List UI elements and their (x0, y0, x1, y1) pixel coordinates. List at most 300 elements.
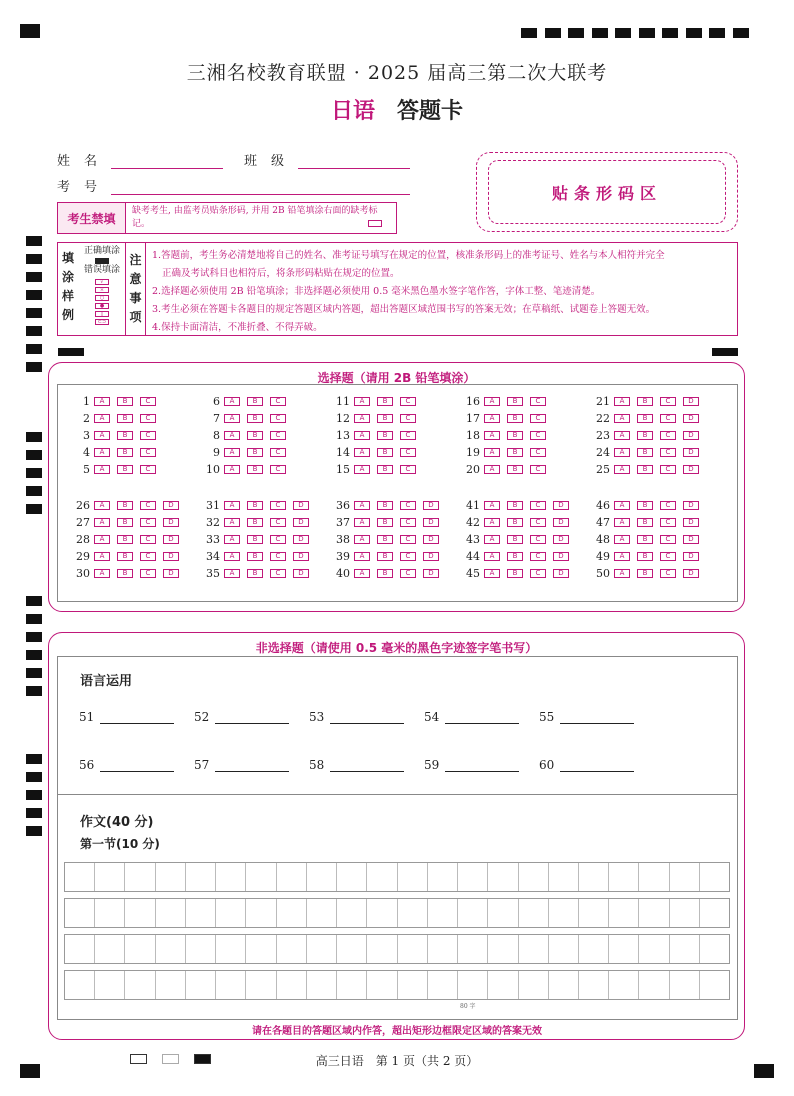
class-field[interactable] (244, 150, 410, 169)
blank-line[interactable] (100, 712, 174, 724)
answer-bubble[interactable]: B (247, 552, 263, 561)
grid-cell[interactable] (186, 935, 216, 963)
grid-cell[interactable] (186, 899, 216, 927)
answer-bubble[interactable]: A (354, 431, 370, 440)
answer-bubble[interactable]: C (270, 465, 286, 474)
answer-bubble[interactable]: A (614, 431, 630, 440)
answer-bubble[interactable]: A (354, 535, 370, 544)
answer-bubble[interactable]: C (660, 431, 676, 440)
answer-bubble[interactable]: B (637, 448, 653, 457)
answer-bubble[interactable]: C (140, 465, 156, 474)
question-row (200, 428, 293, 442)
answer-bubble[interactable]: B (637, 518, 653, 527)
answer-bubble[interactable]: D (683, 569, 699, 578)
answer-bubble[interactable]: A (484, 518, 500, 527)
grid-cell[interactable] (246, 971, 276, 999)
answer-bubble[interactable]: B (507, 414, 523, 423)
answer-bubble[interactable]: C (400, 569, 416, 578)
grid-cell[interactable] (700, 935, 729, 963)
grid-cell[interactable] (95, 863, 125, 891)
grid-cell[interactable] (609, 863, 639, 891)
answer-bubble[interactable]: A (354, 501, 370, 510)
answer-bubble[interactable]: D (683, 501, 699, 510)
grid-cell[interactable] (428, 971, 458, 999)
answer-bubble[interactable]: C (660, 569, 676, 578)
answer-bubble[interactable]: A (354, 465, 370, 474)
answer-bubble[interactable]: C (400, 431, 416, 440)
answer-bubble[interactable]: B (637, 535, 653, 544)
grid-cell[interactable] (277, 899, 307, 927)
answer-bubble[interactable]: B (247, 414, 263, 423)
answer-bubble[interactable]: D (293, 569, 309, 578)
grid-cell[interactable] (65, 971, 95, 999)
grid-cell[interactable] (609, 899, 639, 927)
grid-cell[interactable] (277, 971, 307, 999)
grid-row[interactable] (64, 898, 730, 928)
answer-bubble[interactable]: C (140, 552, 156, 561)
answer-bubble[interactable]: B (117, 552, 133, 561)
grid-cell[interactable] (488, 863, 518, 891)
grid-cell[interactable] (186, 971, 216, 999)
answer-bubble[interactable]: B (637, 465, 653, 474)
grid-cell[interactable] (156, 899, 186, 927)
answer-bubble[interactable]: C (400, 535, 416, 544)
grid-cell[interactable] (428, 863, 458, 891)
answer-bubble[interactable]: D (293, 535, 309, 544)
exam-number-field[interactable] (57, 176, 410, 195)
answer-bubble[interactable]: B (507, 518, 523, 527)
grid-cell[interactable] (65, 899, 95, 927)
answer-bubble[interactable]: A (354, 552, 370, 561)
answer-bubble[interactable]: D (553, 535, 569, 544)
grid-cell[interactable] (670, 971, 700, 999)
answer-bubble[interactable]: B (117, 397, 133, 406)
answer-bubble[interactable]: D (683, 448, 699, 457)
grid-cell[interactable] (639, 899, 669, 927)
answer-bubble[interactable]: D (423, 552, 439, 561)
answer-bubble[interactable]: A (614, 552, 630, 561)
grid-cell[interactable] (246, 899, 276, 927)
grid-cell[interactable] (488, 899, 518, 927)
answer-bubble[interactable]: D (423, 518, 439, 527)
grid-cell[interactable] (609, 971, 639, 999)
answer-bubble[interactable]: C (270, 535, 286, 544)
grid-cell[interactable] (458, 935, 488, 963)
answer-bubble[interactable]: A (484, 431, 500, 440)
answer-bubble[interactable]: B (507, 501, 523, 510)
grid-cell[interactable] (700, 899, 729, 927)
grid-cell[interactable] (428, 899, 458, 927)
answer-bubble[interactable]: A (224, 518, 240, 527)
answer-bubble[interactable]: D (163, 552, 179, 561)
grid-cell[interactable] (579, 899, 609, 927)
grid-cell[interactable] (398, 971, 428, 999)
answer-bubble[interactable]: A (224, 535, 240, 544)
answer-bubble[interactable]: A (354, 397, 370, 406)
blank-line[interactable] (330, 712, 404, 724)
blank-answer[interactable] (424, 758, 519, 772)
grid-cell[interactable] (307, 935, 337, 963)
blank-line[interactable] (215, 712, 289, 724)
grid-cell[interactable] (277, 935, 307, 963)
answer-bubble[interactable]: B (637, 569, 653, 578)
grid-cell[interactable] (186, 863, 216, 891)
answer-bubble[interactable]: C (530, 501, 546, 510)
blank-answer[interactable] (79, 710, 174, 724)
grid-cell[interactable] (398, 899, 428, 927)
answer-bubble[interactable]: D (553, 552, 569, 561)
answer-bubble[interactable]: B (507, 569, 523, 578)
answer-bubble[interactable]: A (484, 535, 500, 544)
grid-row[interactable] (64, 934, 730, 964)
answer-bubble[interactable]: A (94, 431, 110, 440)
answer-bubble[interactable]: D (293, 518, 309, 527)
blank-answer[interactable] (194, 710, 289, 724)
grid-cell[interactable] (549, 935, 579, 963)
answer-bubble[interactable]: C (140, 569, 156, 578)
grid-cell[interactable] (65, 935, 95, 963)
answer-bubble[interactable]: D (423, 535, 439, 544)
grid-cell[interactable] (488, 971, 518, 999)
answer-bubble[interactable]: B (247, 397, 263, 406)
answer-bubble[interactable]: A (614, 414, 630, 423)
class-line[interactable] (298, 155, 410, 169)
answer-bubble[interactable]: B (507, 397, 523, 406)
answer-bubble[interactable]: C (660, 518, 676, 527)
answer-bubble[interactable]: C (660, 397, 676, 406)
answer-bubble[interactable]: A (614, 465, 630, 474)
answer-bubble[interactable]: B (507, 448, 523, 457)
answer-bubble[interactable]: A (614, 569, 630, 578)
answer-bubble[interactable]: D (163, 535, 179, 544)
grid-cell[interactable] (216, 935, 246, 963)
answer-bubble[interactable]: B (247, 431, 263, 440)
answer-bubble[interactable]: A (354, 448, 370, 457)
grid-cell[interactable] (216, 899, 246, 927)
grid-cell[interactable] (549, 899, 579, 927)
blank-answer[interactable] (424, 710, 519, 724)
grid-cell[interactable] (639, 935, 669, 963)
answer-bubble[interactable]: A (224, 465, 240, 474)
answer-bubble[interactable]: D (683, 535, 699, 544)
answer-bubble[interactable]: A (224, 501, 240, 510)
answer-bubble[interactable]: A (354, 569, 370, 578)
grid-cell[interactable] (519, 971, 549, 999)
answer-bubble[interactable]: A (614, 518, 630, 527)
answer-bubble[interactable]: B (507, 552, 523, 561)
answer-bubble[interactable]: B (637, 414, 653, 423)
grid-cell[interactable] (519, 863, 549, 891)
grid-cell[interactable] (700, 971, 729, 999)
blank-answer[interactable] (79, 758, 174, 772)
answer-bubble[interactable]: A (224, 552, 240, 561)
answer-bubble[interactable]: A (614, 501, 630, 510)
grid-cell[interactable] (307, 971, 337, 999)
grid-row[interactable] (64, 970, 730, 1000)
answer-bubble[interactable]: B (117, 501, 133, 510)
grid-cell[interactable] (277, 863, 307, 891)
grid-cell[interactable] (125, 935, 155, 963)
answer-bubble[interactable]: B (377, 465, 393, 474)
answer-bubble[interactable]: B (637, 397, 653, 406)
answer-bubble[interactable]: B (247, 465, 263, 474)
grid-cell[interactable] (307, 863, 337, 891)
answer-bubble[interactable]: D (683, 397, 699, 406)
answer-bubble[interactable]: C (140, 431, 156, 440)
answer-bubble[interactable]: B (637, 501, 653, 510)
answer-bubble[interactable]: A (224, 431, 240, 440)
grid-cell[interactable] (639, 863, 669, 891)
answer-bubble[interactable]: A (94, 518, 110, 527)
answer-bubble[interactable]: C (270, 552, 286, 561)
grid-cell[interactable] (519, 935, 549, 963)
absent-mark-box[interactable] (368, 220, 382, 227)
answer-bubble[interactable]: B (117, 414, 133, 423)
answer-bubble[interactable]: D (683, 465, 699, 474)
grid-cell[interactable] (458, 899, 488, 927)
exam-number-line[interactable] (111, 181, 410, 195)
grid-cell[interactable] (398, 935, 428, 963)
answer-bubble[interactable]: B (377, 569, 393, 578)
grid-cell[interactable] (125, 899, 155, 927)
answer-bubble[interactable]: B (377, 414, 393, 423)
answer-bubble[interactable]: C (140, 448, 156, 457)
name-field[interactable] (57, 150, 223, 169)
answer-bubble[interactable]: C (660, 552, 676, 561)
answer-bubble[interactable]: C (400, 414, 416, 423)
answer-bubble[interactable]: D (553, 501, 569, 510)
grid-cell[interactable] (670, 899, 700, 927)
answer-bubble[interactable]: B (247, 501, 263, 510)
grid-cell[interactable] (367, 863, 397, 891)
grid-cell[interactable] (579, 935, 609, 963)
grid-cell[interactable] (95, 899, 125, 927)
answer-bubble[interactable]: B (507, 535, 523, 544)
blank-answer[interactable] (309, 710, 404, 724)
grid-cell[interactable] (579, 863, 609, 891)
answer-bubble[interactable]: A (614, 397, 630, 406)
answer-bubble[interactable]: B (247, 569, 263, 578)
grid-cell[interactable] (156, 971, 186, 999)
answer-bubble[interactable]: D (553, 518, 569, 527)
answer-bubble[interactable]: A (484, 569, 500, 578)
blank-line[interactable] (215, 760, 289, 772)
answer-bubble[interactable]: A (484, 552, 500, 561)
answer-bubble[interactable]: C (270, 569, 286, 578)
grid-cell[interactable] (156, 935, 186, 963)
answer-bubble[interactable]: D (683, 414, 699, 423)
grid-cell[interactable] (609, 935, 639, 963)
answer-bubble[interactable]: A (224, 414, 240, 423)
answer-bubble[interactable]: C (400, 501, 416, 510)
answer-bubble[interactable]: C (660, 501, 676, 510)
answer-bubble[interactable]: A (94, 535, 110, 544)
answer-bubble[interactable]: D (683, 552, 699, 561)
blank-answer[interactable] (309, 758, 404, 772)
answer-bubble[interactable]: B (377, 448, 393, 457)
name-line[interactable] (111, 155, 223, 169)
blank-answer[interactable] (539, 758, 634, 772)
answer-bubble[interactable]: B (637, 431, 653, 440)
answer-bubble[interactable]: B (507, 431, 523, 440)
grid-cell[interactable] (156, 863, 186, 891)
answer-bubble[interactable]: C (140, 535, 156, 544)
answer-bubble[interactable]: C (400, 552, 416, 561)
answer-bubble[interactable]: C (140, 397, 156, 406)
answer-bubble[interactable]: B (247, 448, 263, 457)
blank-line[interactable] (560, 712, 634, 724)
answer-bubble[interactable]: B (507, 465, 523, 474)
grid-cell[interactable] (65, 863, 95, 891)
answer-bubble[interactable]: B (377, 552, 393, 561)
answer-bubble[interactable]: A (484, 397, 500, 406)
grid-cell[interactable] (488, 935, 518, 963)
answer-bubble[interactable]: D (553, 569, 569, 578)
answer-bubble[interactable]: C (400, 465, 416, 474)
answer-bubble[interactable]: C (400, 518, 416, 527)
answer-bubble[interactable]: C (530, 552, 546, 561)
answer-bubble[interactable]: C (270, 431, 286, 440)
grid-cell[interactable] (670, 863, 700, 891)
answer-bubble[interactable]: C (660, 465, 676, 474)
blank-line[interactable] (445, 712, 519, 724)
grid-cell[interactable] (337, 899, 367, 927)
answer-bubble[interactable]: A (94, 569, 110, 578)
grid-cell[interactable] (95, 935, 125, 963)
grid-cell[interactable] (125, 863, 155, 891)
grid-cell[interactable] (337, 971, 367, 999)
answer-bubble[interactable]: C (530, 518, 546, 527)
answer-bubble[interactable]: D (683, 518, 699, 527)
blank-line[interactable] (330, 760, 404, 772)
grid-row[interactable] (64, 862, 730, 892)
grid-cell[interactable] (367, 899, 397, 927)
answer-bubble[interactable]: D (163, 569, 179, 578)
grid-cell[interactable] (216, 863, 246, 891)
answer-bubble[interactable]: C (660, 448, 676, 457)
answer-bubble[interactable]: A (484, 414, 500, 423)
answer-bubble[interactable]: B (377, 431, 393, 440)
answer-bubble[interactable]: C (530, 431, 546, 440)
answer-bubble[interactable]: B (637, 552, 653, 561)
grid-cell[interactable] (579, 971, 609, 999)
answer-bubble[interactable]: A (614, 535, 630, 544)
answer-bubble[interactable]: C (140, 501, 156, 510)
blank-answer[interactable] (194, 758, 289, 772)
answer-bubble[interactable]: A (354, 414, 370, 423)
answer-bubble[interactable]: A (94, 501, 110, 510)
answer-bubble[interactable]: B (117, 535, 133, 544)
answer-bubble[interactable]: C (270, 414, 286, 423)
answer-bubble[interactable]: A (224, 397, 240, 406)
answer-bubble[interactable]: B (117, 518, 133, 527)
answer-bubble[interactable]: C (530, 465, 546, 474)
grid-cell[interactable] (549, 863, 579, 891)
grid-cell[interactable] (337, 863, 367, 891)
grid-cell[interactable] (639, 971, 669, 999)
blank-answer[interactable] (539, 710, 634, 724)
answer-bubble[interactable]: B (117, 465, 133, 474)
grid-cell[interactable] (458, 863, 488, 891)
answer-bubble[interactable]: C (270, 501, 286, 510)
answer-bubble[interactable]: B (247, 518, 263, 527)
answer-bubble[interactable]: D (423, 501, 439, 510)
answer-bubble[interactable]: C (270, 397, 286, 406)
answer-bubble[interactable]: A (94, 465, 110, 474)
answer-bubble[interactable]: B (377, 535, 393, 544)
answer-bubble[interactable]: A (224, 448, 240, 457)
answer-bubble[interactable]: D (423, 569, 439, 578)
grid-cell[interactable] (216, 971, 246, 999)
blank-line[interactable] (100, 760, 174, 772)
grid-cell[interactable] (307, 899, 337, 927)
answer-bubble[interactable]: C (400, 397, 416, 406)
answer-bubble[interactable]: A (614, 448, 630, 457)
answer-bubble[interactable]: D (683, 431, 699, 440)
grid-cell[interactable] (367, 971, 397, 999)
grid-cell[interactable] (700, 863, 729, 891)
answer-bubble[interactable]: A (354, 518, 370, 527)
blank-line[interactable] (445, 760, 519, 772)
answer-bubble[interactable]: A (94, 448, 110, 457)
answer-bubble[interactable]: B (117, 569, 133, 578)
answer-bubble[interactable]: A (94, 552, 110, 561)
grid-cell[interactable] (125, 971, 155, 999)
answer-bubble[interactable]: D (163, 518, 179, 527)
grid-cell[interactable] (337, 935, 367, 963)
answer-bubble[interactable]: B (117, 448, 133, 457)
grid-cell[interactable] (246, 935, 276, 963)
answer-bubble[interactable]: C (140, 414, 156, 423)
answer-bubble[interactable]: C (660, 535, 676, 544)
answer-bubble[interactable]: C (530, 414, 546, 423)
answer-bubble[interactable]: A (484, 465, 500, 474)
answer-bubble[interactable]: A (94, 414, 110, 423)
grid-cell[interactable] (246, 863, 276, 891)
answer-bubble[interactable]: C (270, 518, 286, 527)
grid-cell[interactable] (428, 935, 458, 963)
answer-bubble[interactable]: B (377, 518, 393, 527)
grid-cell[interactable] (95, 971, 125, 999)
answer-bubble[interactable]: A (94, 397, 110, 406)
answer-bubble[interactable]: D (293, 552, 309, 561)
answer-bubble[interactable]: A (484, 448, 500, 457)
grid-cell[interactable] (367, 935, 397, 963)
answer-bubble[interactable]: C (530, 448, 546, 457)
answer-bubble[interactable]: B (377, 501, 393, 510)
grid-cell[interactable] (458, 971, 488, 999)
answer-bubble[interactable]: C (660, 414, 676, 423)
answer-bubble[interactable]: C (530, 535, 546, 544)
grid-cell[interactable] (519, 899, 549, 927)
answer-bubble[interactable]: C (530, 569, 546, 578)
answer-bubble[interactable]: C (530, 397, 546, 406)
answer-bubble[interactable]: B (377, 397, 393, 406)
answer-bubble[interactable]: B (117, 431, 133, 440)
grid-cell[interactable] (549, 971, 579, 999)
grid-cell[interactable] (398, 863, 428, 891)
blank-line[interactable] (560, 760, 634, 772)
grid-cell[interactable] (670, 935, 700, 963)
answer-bubble[interactable]: C (140, 518, 156, 527)
answer-bubble[interactable]: B (247, 535, 263, 544)
answer-bubble[interactable]: C (400, 448, 416, 457)
answer-bubble[interactable]: A (224, 569, 240, 578)
answer-bubble[interactable]: C (270, 448, 286, 457)
answer-bubble[interactable]: A (484, 501, 500, 510)
answer-bubble[interactable]: D (163, 501, 179, 510)
answer-bubble[interactable]: D (293, 501, 309, 510)
